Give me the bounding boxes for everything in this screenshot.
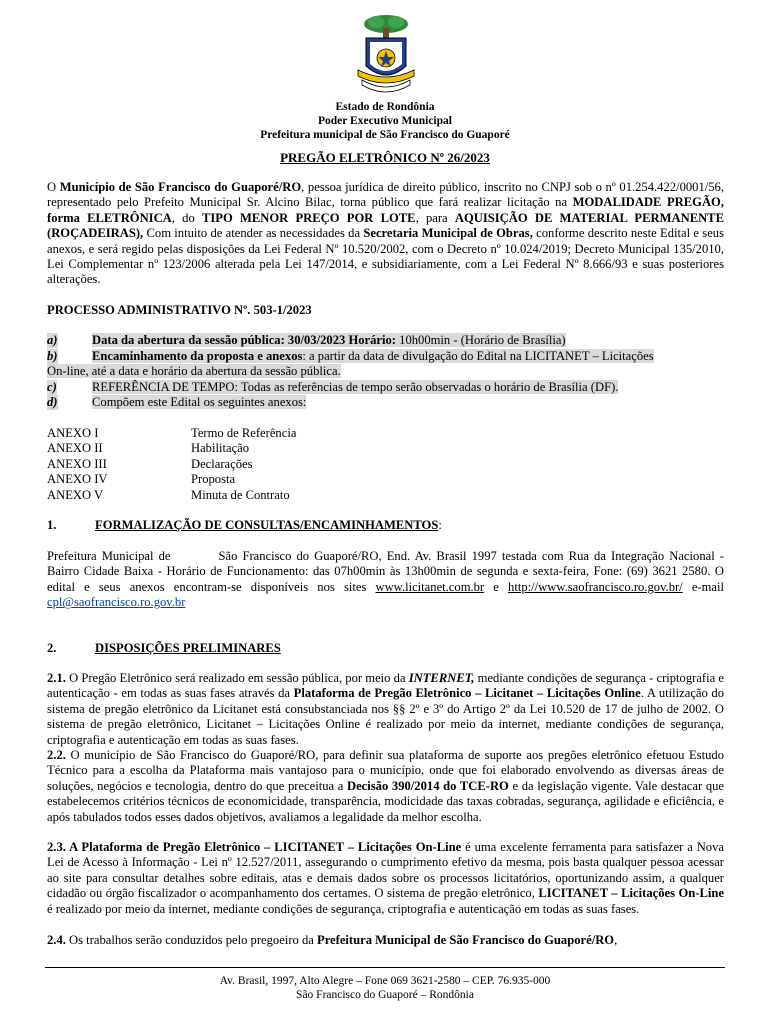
anexo-code: ANEXO IV	[47, 472, 108, 486]
footer-city: São Francisco do Guaporé – Rondônia	[296, 989, 474, 1001]
intro-paragraph: O Município de São Francisco do Guaporé/RO, pessoa jurídica de direito público, inscrito no CNPJ sob o nº 01.254.422/0001/56, representado pelo Prefeito Municipal Sr. Alcino Bilac, torna público que fará realizar licitação na MODALIDADE PREGÃO, forma ELETRÔNICA, do TIPO MENOR PREÇO POR LOTE, para AQUISIÇÃO DE MATERIAL PERMANENTE (ROÇADEIRAS), Com intuito de atender as necessidades da Secretaria Municipal de Obras, conforme descrito neste Edital e seus anexos, e será regido pelas disposições da Lei Federal Nº 10.520/2002, com o Decreto nº 10.024/2019; Decreto Municipal 135/2010, Lei Complementar nº 123/2006 alterada pela Lei 147/2014, e subsidiariamente, com a Lei Federal Nº 8.666/93 e suas posteriores alterações.	[47, 180, 724, 287]
anexo-desc: Habilitação	[191, 441, 250, 455]
header-state: Estado de Rondônia	[335, 101, 435, 113]
document-title: PREGÃO ELETRÔNICO Nº 26/2023	[280, 150, 490, 165]
item-b: b) Encaminhamento da proposta e anexos: a partir da data de divulgação do Edital na LICITANET – Licitações	[47, 349, 654, 363]
processo-administrativo: PROCESSO ADMINISTRATIVO Nº. 503-1/2023	[47, 303, 312, 317]
anexo-code: ANEXO I	[47, 426, 99, 440]
licitanet-link[interactable]: www.licitanet.com.br	[375, 579, 485, 594]
anexo-code: ANEXO II	[47, 441, 103, 455]
item-b-continuation: On-line, até a data e horário da abertura da sessão pública.	[47, 364, 341, 378]
anexo-desc: Termo de Referência	[191, 426, 297, 440]
item-c: c) REFERÊNCIA DE TEMPO: Todas as referências de tempo serão observadas o horário de Brasília (DF).	[47, 380, 619, 394]
anexo-code: ANEXO III	[47, 457, 107, 471]
header-prefecture: Prefeitura municipal de São Francisco do Guaporé	[260, 129, 510, 141]
section-1-heading: 1. FORMALIZAÇÃO DE CONSULTAS/ENCAMINHAMENTOS:	[47, 518, 442, 532]
paragraph-2-2: 2.2. O município de São Francisco do Guaporé/RO, para definir sua plataforma de suporte aos pregões eletrônico efetuou Estudo Técnico para a escolha da Plataforma mais vantajoso para o município, onde que foi elaborado envolvendo as diversas áreas de soluções, negócios e tecnologia, dentro do que preceitua a Decisão 390/2014 do TCE-RO e da legislação vigente. Vale destacar que estabelecemos critérios técnicos de economicidade, transparência, modicidade das taxas cobradas, segurança, agilidade e eficiência, e após tabulados todos esses dados objetivos, avaliamos a legalidade da melhor escolha.	[47, 748, 725, 824]
anexo-desc: Minuta de Contrato	[191, 488, 290, 502]
anexo-desc: Declarações	[191, 457, 253, 471]
footer-divider	[45, 967, 725, 968]
anexo-code: ANEXO V	[47, 488, 104, 502]
footer-address: Av. Brasil, 1997, Alto Alegre – Fone 069 3621-2580 – CEP. 76.935-000	[219, 975, 551, 987]
paragraph-2-4: 2.4. Os trabalhos serão conduzidos pelo pregoeiro da Prefeitura Municipal de São Francisco do Guaporé/RO,	[47, 933, 618, 947]
section-2-heading: 2. DISPOSIÇÕES PRELIMINARES	[47, 641, 281, 655]
header-executive: Poder Executivo Municipal	[318, 115, 452, 127]
paragraph-2-3: 2.3. A Plataforma de Pregão Eletrônico – LICITANET – Licitações On-Line é uma excelente ferramenta para satisfazer a Nova Lei de Acesso à Informação - Lei nº 12.527/2011, assegurando o cumprimento efetivo da mesma, pois basta qualquer pessoa acessar ao site para consultar detalhes sobre editais, atas e demais dados sobre os processos licitatórios, oportunizando assim, a qualquer cidadão ou órgão fiscalizador o acompanhamento dos certames. O sistema de pregão eletrônico, LICITANET – Licitações On-Line é realizado por meio da internet, mediante condições de segurança, criptografia e autenticação em todas as suas fases.	[47, 840, 724, 916]
paragraph-2-1: 2.1. O Pregão Eletrônico será realizado em sessão pública, por meio da INTERNET, mediante condições de segurança - criptografia e autenticação - em todas as suas fases através da Plataforma de Pregão Eletrônico – Licitanet – Licitações Online. A utilização do sistema de pregão eletrônico da Licitanet está consubstanciada nos §§ 2º e 3º do Artigo 2º da Lei 10.520 de 17 de julho de 2002. O sistema de pregão eletrônico, Licitanet – Licitações Online é realizado por meio da internet, mediante condições de segurança, criptografia e autenticação em todas as suas fases.	[47, 671, 725, 747]
item-d: d) Compõem este Edital os seguintes anexos:	[47, 395, 307, 409]
email-link[interactable]: cpl@saofrancisco.ro.gov.br	[47, 595, 186, 610]
municipality-site-link[interactable]: http://www.saofrancisco.ro.gov.br/	[508, 579, 683, 594]
anexo-desc: Proposta	[191, 472, 236, 486]
section-1-body: Prefeitura Municipal de São Francisco do Guaporé/RO, End. Av. Brasil 1997 testada com Rua da Integração Nacional - Bairro Cidade Baixa - Horário de Funcionamento: das 07h00min às 13h00min de segunda e sexta-feira, Fone: (69) 3621 2580. O edital e seus anexos encontram-se disponíveis nos sites www.licitanet.com.br e http://www.saofrancisco.ro.gov.br/ e-mail cpl@saofrancisco.ro.gov.br	[47, 549, 725, 610]
item-a: a) Data da abertura da sessão pública: 30/03/2023 Horário: 10h00min - (Horário de Brasília)	[47, 333, 566, 347]
municipal-coat-of-arms-icon	[356, 14, 416, 100]
